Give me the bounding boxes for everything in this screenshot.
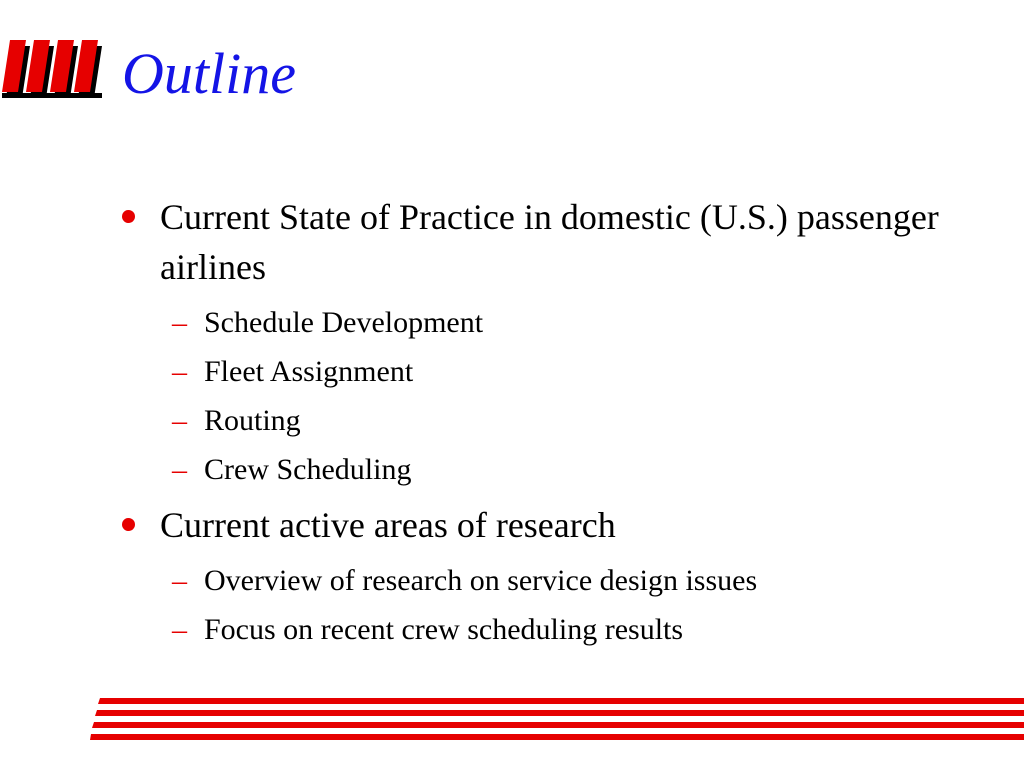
- bullet-item: [122, 500, 982, 550]
- dash-icon: –: [172, 404, 187, 437]
- sub-item: [122, 347, 982, 396]
- bullet-dot-icon: [122, 518, 135, 531]
- sub-item-text: Overview of research on service design issues: [204, 564, 758, 597]
- sub-item: [122, 445, 982, 494]
- sub-item: [122, 298, 982, 347]
- bullet-text: Current active areas of research: [160, 505, 616, 545]
- dash-icon: –: [172, 306, 187, 339]
- bullet-list: [122, 192, 982, 660]
- sub-list: [122, 298, 982, 494]
- sub-item: [122, 396, 982, 445]
- dash-icon: –: [172, 355, 187, 388]
- bullet-dot-icon: [122, 210, 135, 223]
- sub-list: [122, 556, 982, 654]
- sub-item-text: Crew Scheduling: [204, 453, 412, 486]
- bullet-text: Current State of Practice in domestic (U.S.) passenger airlines: [160, 197, 939, 287]
- dash-icon: –: [172, 453, 187, 486]
- footer-stripes-decoration: [90, 698, 1024, 740]
- sub-item-text: Focus on recent crew scheduling results: [204, 613, 684, 646]
- dash-icon: –: [172, 564, 187, 597]
- dash-icon: –: [172, 613, 187, 646]
- sub-item-text: Schedule Development: [204, 306, 484, 339]
- red-bars-logo-icon: [0, 40, 110, 102]
- slide-title: Outline: [122, 41, 296, 106]
- sub-item-text: Fleet Assignment: [204, 355, 414, 388]
- sub-item: [122, 556, 982, 605]
- sub-item: [122, 605, 982, 654]
- sub-item-text: Routing: [204, 404, 301, 437]
- bullet-item: [122, 192, 982, 292]
